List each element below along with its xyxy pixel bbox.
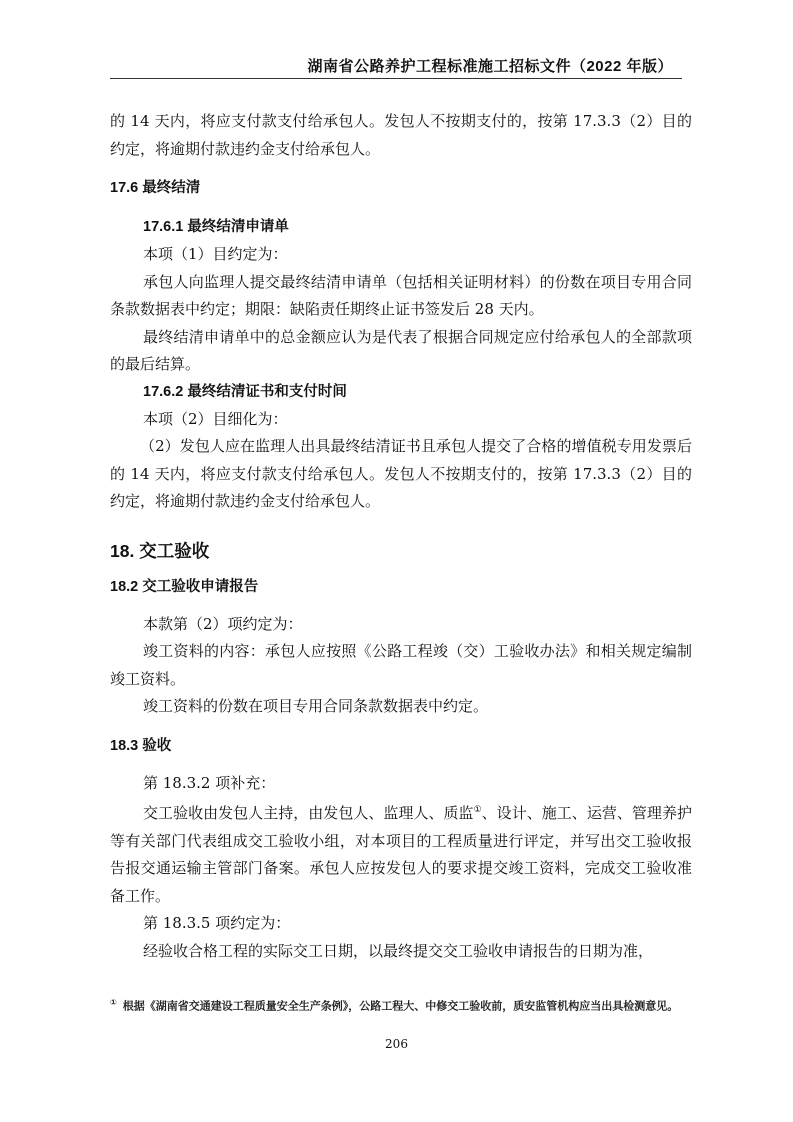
footnote-text: 根据《湖南省交通建设工程质量安全生产条例》，公路工程大、中修交工验收前，质安监管机构应当出具检测意见。 [122,1000,679,1013]
chapter-heading-18: 18. 交工验收 [110,540,210,561]
paragraph: 竣工资料的份数在项目专用合同条款数据表中约定。 [143,697,489,715]
paragraph-text: 、设计、施工、运营、管理养护等有关部门代表组成交工验收小组，对本项目的工程质量进行评定，并写出交工验收报告报交通运输主管部门备案。承包人应按发包人的要求提交竣工资料，完成交工验收准备工作。 [110,804,692,905]
paragraph-with-footnote [110,797,692,910]
continuation-paragraph: 的 14 天内，将应支付款支付给承包人。发包人不按期支付的，按第 17.3.3（2）目的约定，将逾期付款违约金支付给承包人。 [110,112,692,158]
section-heading-18-2: 18.2 交工验收申请报告 [110,578,259,595]
paragraph: （2）发包人应在监理人出具最终结清证书且承包人提交了合格的增值税专用发票后的 14 天内，将应支付款支付给承包人。发包人不按期支付的，按第 17.3.3（2）目的约定，将逾期付款违约金支付给承包人。 [110,437,692,510]
subsection-heading-17-6-1: 17.6.1 最终结清申请单 [143,219,289,235]
page-body [110,108,692,965]
paragraph: 经验收合格工程的实际交工日期，以最终提交交工验收申请报告的日期为准， [143,941,654,960]
section-heading-17-6: 17.6 最终结清 [110,180,201,196]
paragraph: 竣工资料的内容：承包人应按照《公路工程竣（交）工验收办法》和相关规定编制竣工资料。 [110,642,692,688]
paragraph: 本项（1）目约定为： [143,245,288,263]
subsection-heading-17-6-2: 17.6.2 最终结清证书和支付时间 [143,383,347,400]
paragraph: 第 18.3.2 项补充： [143,773,276,792]
footnote-reference[interactable]: ① [473,805,482,815]
paragraph: 承包人向监理人提交最终结清申请单（包括相关证明材料）的份数在项目专用合同条款数据表中约定；期限：缺陷责任期终止证书签发后 28 天内。 [110,272,692,318]
section-heading-18-3: 18.3 验收 [110,737,172,754]
page-number: 206 [385,1037,408,1051]
page-header-title: 湖南省公路养护工程标准施工招标文件（2022 年版） [307,58,673,75]
paragraph-text: 交工验收由发包人主持，由发包人、监理人、质监 [143,804,474,822]
footnote [110,994,690,1016]
paragraph: 第 18.3.5 项约定为： [143,914,291,932]
paragraph: 本项（2）目细化为： [143,409,288,428]
footnote-marker: ① [110,998,117,1007]
paragraph: 本款第（2）项约定为： [143,614,303,633]
header-divider [110,78,682,79]
paragraph: 最终结清申请单中的总金额应认为是代表了根据合同规定应付给承包人的全部款项的最后结算。 [110,327,692,373]
